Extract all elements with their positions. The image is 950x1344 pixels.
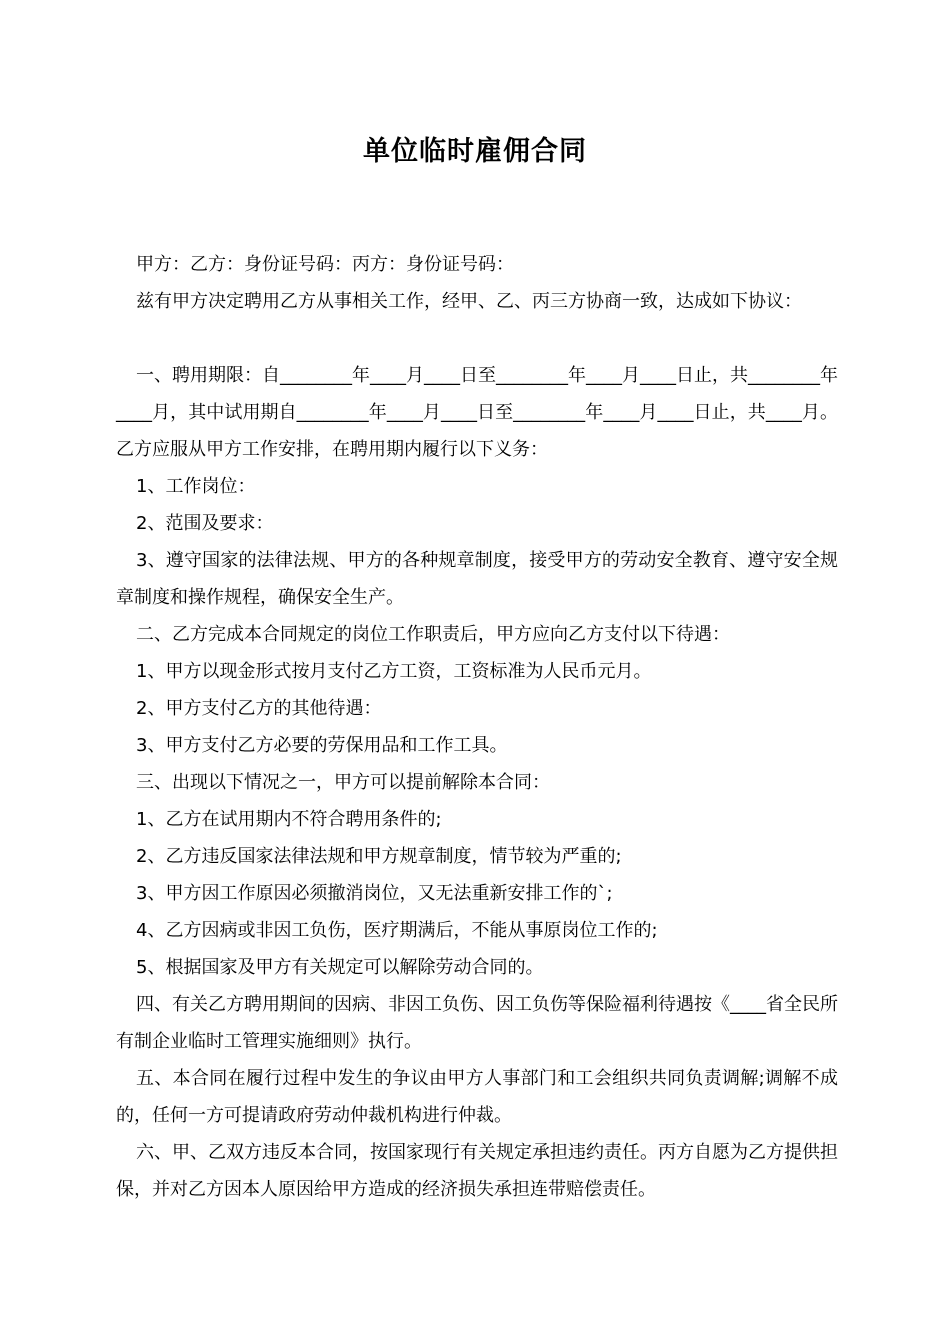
clause-4-insurance: 四、有关乙方聘用期间的因病、非因工负伤、因工负伤等保险福利待遇按《____省全民所有制企业临时工管理实施细则》执行。 [116,994,838,1052]
clause-1-item-2: 2、范围及要求： [136,513,274,534]
clause-2-compensation: 二、乙方完成本合同规定的岗位工作职责后，甲方应向乙方支付以下待遇： [136,624,730,645]
clause-3-item-2: 2、乙方违反国家法律法规和甲方规章制度，情节较为严重的; [136,846,622,867]
parties-line: 甲方：乙方：身份证号码：丙方：身份证号码： [136,254,514,275]
clause-3-item-1: 1、乙方在试用期内不符合聘用条件的; [136,809,442,830]
preamble: 兹有甲方决定聘用乙方从事相关工作，经甲、乙、丙三方协商一致，达成如下协议： [136,291,802,312]
document-body [116,246,838,1208]
clause-3-item-5: 5、根据国家及甲方有关规定可以解除劳动合同的。 [136,957,544,978]
clause-2-item-3: 3、甲方支付乙方必要的劳保用品和工作工具。 [136,735,508,756]
clause-3-item-3: 3、甲方因工作原因必须撤消岗位，又无法重新安排工作的`; [136,883,613,904]
clause-3-termination: 三、出现以下情况之一，甲方可以提前解除本合同： [136,772,550,793]
clause-5-disputes: 五、本合同在履行过程中发生的争议由甲方人事部门和工会组织共同负责调解;调解不成的，任何一方可提请政府劳动仲裁机构进行仲裁。 [116,1068,838,1126]
clause-1-item-3: 3、遵守国家的法律法规、甲方的各种规章制度，接受甲方的劳动安全教育、遵守安全规章制度和操作规程，确保安全生产。 [116,550,838,608]
document-title: 单位临时雇佣合同 [363,136,587,167]
clause-1-item-1: 1、工作岗位： [136,476,256,497]
clause-3-item-4: 4、乙方因病或非因工负伤，医疗期满后，不能从事原岗位工作的; [136,920,658,941]
clause-2-item-2: 2、甲方支付乙方的其他待遇： [136,698,382,719]
clause-6-liability: 六、甲、乙双方违反本合同，按国家现行有关规定承担违约责任。丙方自愿为乙方提供担保，并对乙方因本人原因给甲方造成的经济损失承担连带赔偿责任。 [116,1142,838,1200]
clause-2-item-1: 1、甲方以现金形式按月支付乙方工资，工资标准为人民币元月。 [136,661,652,682]
clause-1-term: 一、聘用期限：自________年____月____日至________年____月____日止，共________年____月，其中试用期自________年____月____日至________年____月____日止，共____月。乙方应服从甲方工作安排，在聘用期内履行以下义务： [116,365,838,460]
